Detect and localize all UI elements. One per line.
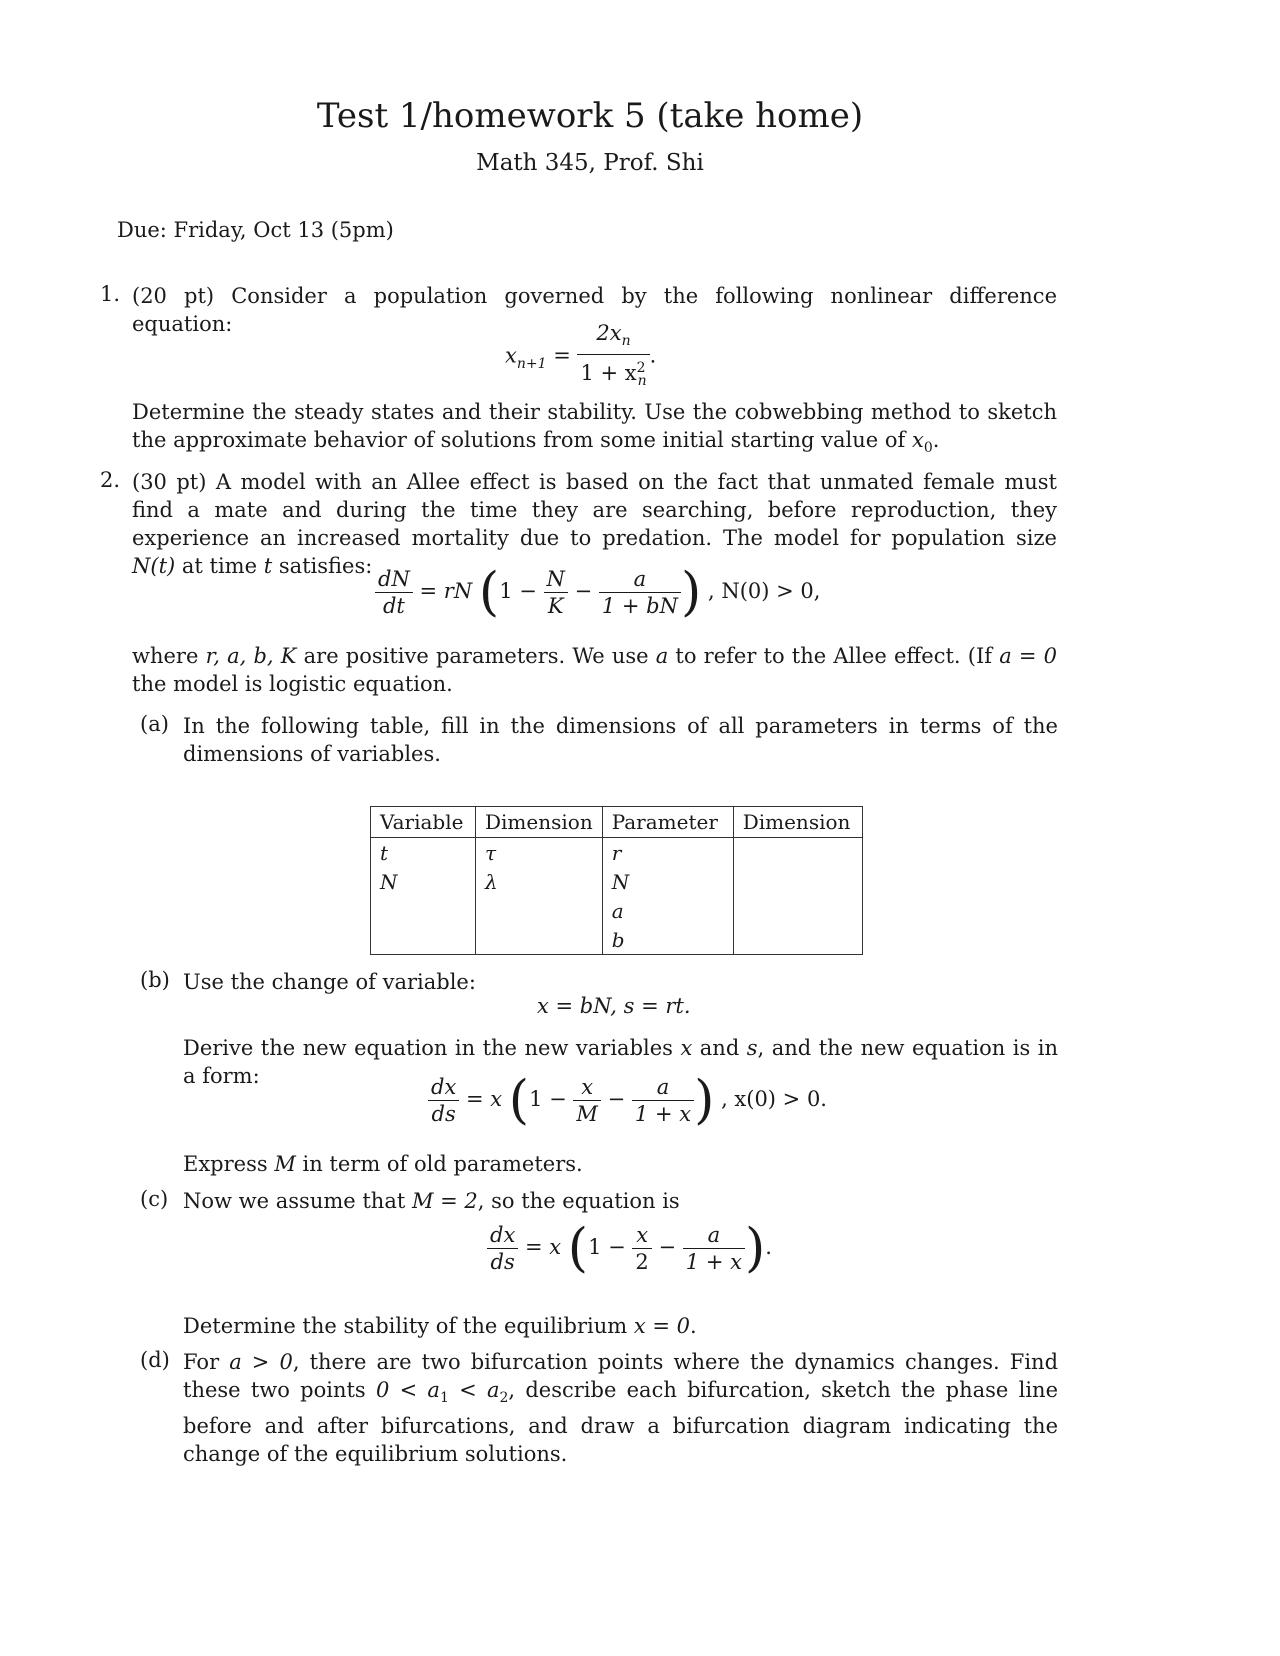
table-row (371, 838, 863, 868)
problem-1-fraction: $\frac{2x_n}{1 + x^2_n}$ (577, 320, 649, 394)
part-d-label: (d) (140, 1348, 170, 1372)
table-cell (476, 896, 603, 925)
dimensions-table (370, 806, 863, 955)
table-cell: λ (476, 867, 603, 896)
scaled-equation: $\frac{dx}{ds}$ = x (1 − $\frac{x}{M}$ − $\frac{a}{1 + x}$ ) , x(0) > 0. (428, 1074, 827, 1127)
part-a-text: In the following table, fill in the dimensions of all parameters in terms of the dimensions of variables. (183, 714, 1058, 766)
part-b-derive: Derive the new equation in the new variables x and s, and the new equation is in a form: (183, 1036, 1058, 1088)
table-cell (733, 867, 862, 896)
table-header: Parameter (602, 807, 733, 838)
table-row (371, 896, 863, 925)
part-c-determine: Determine the stability of the equilibrium x = 0. (183, 1314, 697, 1338)
part-b-label: (b) (140, 968, 170, 992)
table-cell (371, 896, 476, 925)
problem-2-intro: (30 pt) A model with an Allee effect is based on the fact that unmated female must find a mate and during the time they are searching, before reproduction, they experience an increased mortality due to predation. The model for population size N(t) at time t satisfies: (132, 470, 1057, 578)
problem-1-equation: $x_{n+1}$ = $\frac{2x_n}{1 + x^2_n}$ . (505, 320, 656, 394)
allee-equation: $\frac{dN}{dt}$ = rN (1 − $\frac{N}{K}$ − $\frac{a}{1 + bN}$ ) , N(0) > 0, (375, 566, 820, 619)
table-header: Dimension (733, 807, 862, 838)
problem-1-number: 1. (100, 282, 121, 306)
table-header-row (371, 807, 863, 838)
table-row (371, 867, 863, 896)
table-header: Dimension (476, 807, 603, 838)
problem-2-number: 2. (100, 468, 121, 492)
change-of-variable: x = bN, s = rt. (537, 994, 691, 1018)
part-d-text: For a > 0, there are two bifurcation points where the dynamics changes. Find these two points $0 < a_1 < a_2$, describe each bifurcation, sketch the phase line before and after bifurcations, and draw a bifurcation diagram indicating the change of the equilibrium solutions. (183, 1350, 1059, 1467)
table-row (371, 925, 863, 955)
table-cell: τ (476, 838, 603, 868)
due-date: Due: Friday, Oct 13 (5pm) (117, 218, 394, 242)
table-header: Variable (371, 807, 476, 838)
problem-2-where: where r, a, b, K are positive parameters. We use a to refer to the Allee effect. (If a = 0 the model is logistic equation. (132, 644, 1057, 696)
table-cell (733, 838, 862, 868)
problem-1-text: Determine the steady states and their stability. Use the cobwebbing method to sketch the approximate behavior of solutions from some initial starting value of $x_0$. (132, 400, 1057, 457)
page-subtitle: Math 345, Prof. Shi (476, 150, 704, 176)
table-cell (733, 925, 862, 955)
problem-1-intro: (20 pt) Consider a population governed by the following nonlinear difference equation: (132, 284, 1057, 336)
table-cell: a (602, 896, 733, 925)
m2-equation: $\frac{dx}{ds}$ = x (1 − $\frac{x}{2}$ − $\frac{a}{1 + x}$ ). (487, 1222, 772, 1275)
table-cell: r (602, 838, 733, 868)
table-cell: N (371, 867, 476, 896)
table-cell (371, 925, 476, 955)
table-cell (476, 925, 603, 955)
table-cell: t (371, 838, 476, 868)
part-a-label: (a) (140, 712, 169, 736)
part-b-text: Use the change of variable: (183, 970, 476, 994)
part-b-express: Express M in term of old parameters. (183, 1152, 583, 1176)
table-cell: N (602, 867, 733, 896)
part-c-label: (c) (140, 1187, 169, 1211)
page-title: Test 1/homework 5 (take home) (316, 96, 864, 136)
table-cell (733, 896, 862, 925)
part-c-text: Now we assume that M = 2, so the equation is (183, 1189, 680, 1213)
table-cell: b (602, 925, 733, 955)
